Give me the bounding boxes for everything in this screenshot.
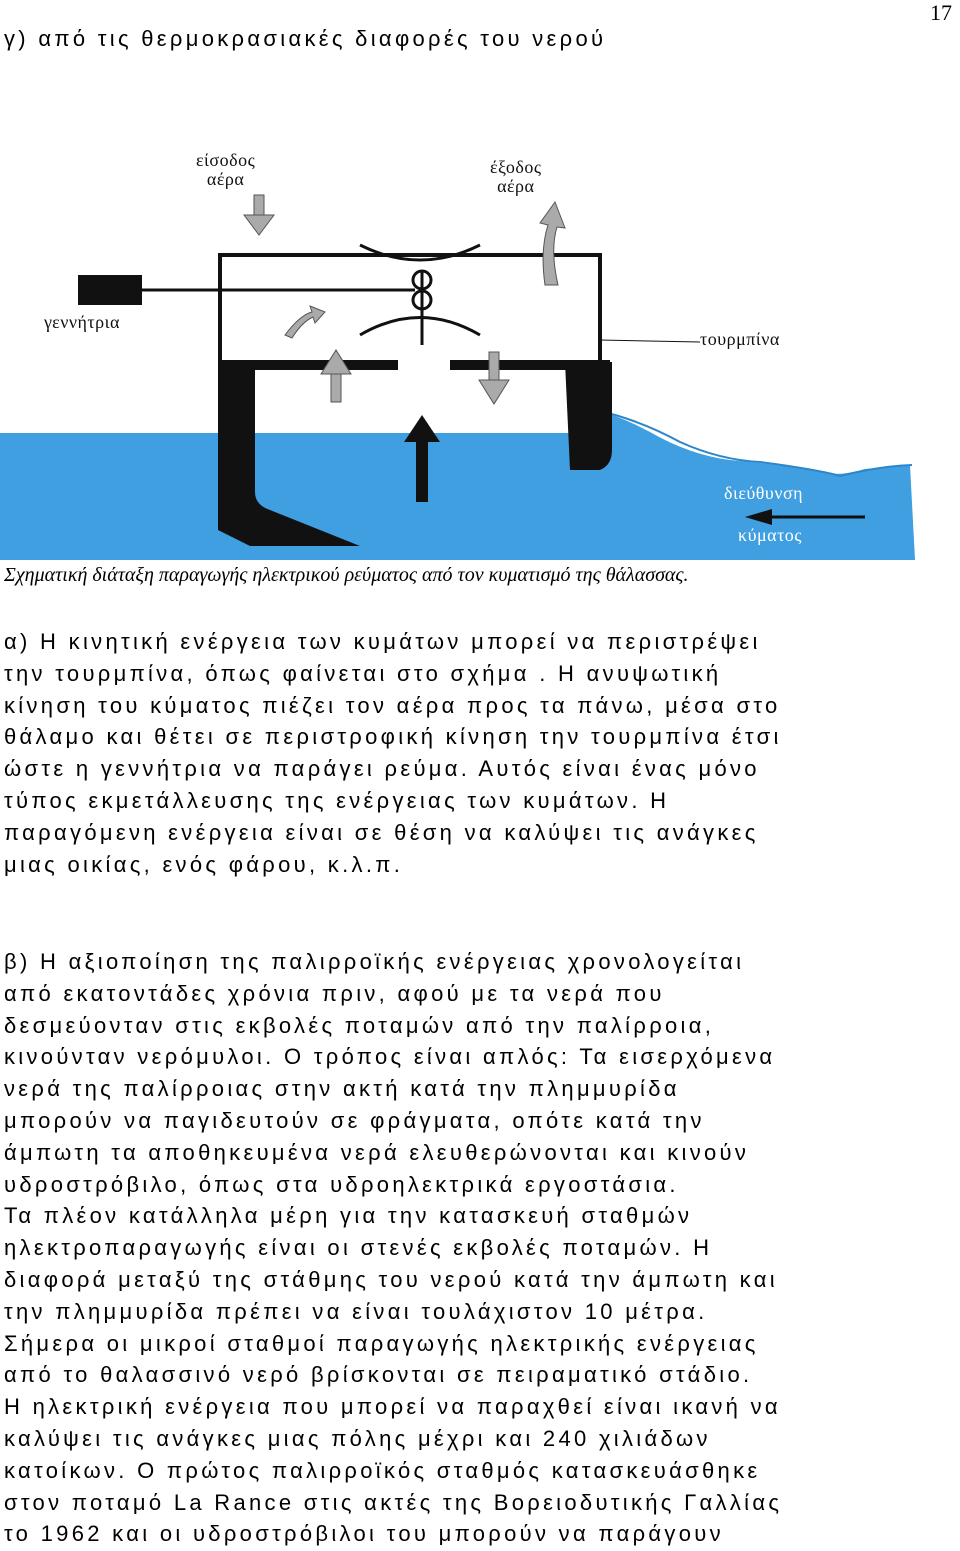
paragraph-a-line: θάλαμο και θέτει σε περιστροφική κίνηση την τουρμπίνα έτσι <box>4 724 782 750</box>
paragraph-b-line: από το θαλασσινό νερό βρίσκονται σε πειραματικό στάδιο. <box>4 1362 753 1388</box>
nozzle-top <box>360 245 480 260</box>
air-in-arrow-head <box>244 215 274 235</box>
paragraph-a-line: κίνηση του κύματος πιέζει τον αέρα προς τα πάνω, μέσα στο <box>4 692 781 718</box>
label-wave-direction-2: κύματος <box>738 525 802 545</box>
paragraph-b-line: μπορούν να παγιδευτούν σε φράγματα, οπότε κατά την <box>4 1107 705 1133</box>
label-air-in-line1: είσοδος <box>196 150 256 170</box>
paragraph-b-line: νερά της παλίρροιας στην ακτή κατά την πλημμυρίδα <box>4 1076 680 1102</box>
paragraph-b-line: β) Η αξιοποίηση της παλιρροϊκής ενέργειας χρονολογείται <box>4 949 745 974</box>
paragraph-a-line: τύπος εκμετάλλευσης της ενέργειας των κυμάτων. Η <box>4 787 670 813</box>
paragraph-b-line: κινούνταν νερόμυλοι. Ο τρόπος είναι απλός: Τα εισερχόμενα <box>4 1044 776 1070</box>
diagram-drawing <box>0 120 960 560</box>
air-out-arrow <box>540 202 565 285</box>
paragraph-b-line: την πλημμυρίδα πρέπει να είναι τουλάχιστον 10 μέτρα. <box>4 1298 708 1324</box>
duct-floor <box>218 360 398 370</box>
label-air-out-line1: έξοδος <box>490 157 542 177</box>
water-push-arrow-shaft <box>416 440 428 502</box>
section-heading: γ) από τις θερμοκρασιακές διαφορές του νερού <box>4 26 607 51</box>
paragraph-b-line: Τα πλέον κατάλληλα μέρη για την κατασκευή σταθμών <box>4 1203 693 1229</box>
air-up-arrow-shaft <box>331 372 341 402</box>
nozzle-bottom <box>360 318 480 336</box>
paragraph-b-line: από εκατοντάδες χρόνια πριν, αφού με τα νερά που <box>4 980 665 1006</box>
paragraph-a-line: α) Η κινητική ενέργεια των κυμάτων μπορεί να περιστρέψει <box>4 629 761 654</box>
swirl-arrow <box>285 306 325 338</box>
paragraph-a-line: μιας οικίας, ενός φάρου, κ.λ.π. <box>4 851 404 877</box>
label-turbine: τουρμπίνα <box>700 329 780 349</box>
label-generator: γεννήτρια <box>44 312 120 332</box>
paragraph-a <box>4 626 954 880</box>
paragraph-a-line: ώστε η γεννήτρια να παράγει ρεύμα. Αυτός είναι ένας μόνο <box>4 756 760 782</box>
label-air-out-line2: αέρα <box>497 176 535 196</box>
paragraph-b-line: καλύψει τις ανάγκες μιας πόλης μέχρι και 240 χιλιάδων <box>4 1425 711 1451</box>
generator-box <box>78 275 142 305</box>
turbine-leader <box>600 340 700 342</box>
paragraph-b-line: ηλεκτροπαραγωγής είναι οι στενές εκβολές ποταμών. Η <box>4 1235 713 1261</box>
label-air-out <box>490 158 542 196</box>
paragraph-b-line: υδροστρόβιλο, όπως στα υδροηλεκτρικά εργοστάσια. <box>4 1171 679 1197</box>
duct-floor-right <box>450 360 610 370</box>
paragraph-a-line: την τουρμπίνα, όπως φαίνεται στο σχήμα . Η ανυψωτική <box>4 660 722 686</box>
air-down-arrow-shaft <box>489 352 499 382</box>
air-in-arrow-shaft <box>254 195 264 217</box>
paragraph-b-line: διαφορά μεταξύ της στάθμης του νερού κατά την άμπωτη και <box>4 1266 778 1292</box>
paragraph-b-line: το 1962 και οι υδροστρόβιλοι του μπορούν να παράγουν <box>4 1521 724 1547</box>
label-air-in <box>196 151 255 189</box>
label-air-in-line2: αέρα <box>206 169 245 189</box>
paragraph-b-line: άμπωτη τα αποθηκευμένα νερά ελευθερώνονται και κινούν <box>4 1139 750 1165</box>
paragraph-b-line: κατοίκων. Ο πρώτος παλιρροϊκός σταθμός κατασκευάσθηκε <box>4 1457 761 1483</box>
label-wave-direction-1: διεύθυνση <box>724 483 804 503</box>
chamber-top-outline <box>220 255 600 440</box>
chamber-right-wall <box>565 362 612 470</box>
wave-energy-diagram <box>0 120 960 560</box>
paragraph-b-line: δεσμεύονταν στις εκβολές ποταμών από την παλίρροια, <box>4 1012 715 1038</box>
air-down-arrow-head <box>479 380 509 404</box>
paragraph-b <box>4 946 954 1550</box>
paragraph-b-line: στον ποταμό La Rance στις ακτές της Βορειοδυτικής Γαλλίας <box>4 1489 783 1515</box>
paragraph-b-line: Η ηλεκτρική ενέργεια που μπορεί να παραχθεί είναι ικανή να <box>4 1394 781 1420</box>
figure-caption: Σχηματική διάταξη παραγωγής ηλεκτρικού ρεύματος από τον κυματισμό της θάλασσας. <box>4 564 689 586</box>
paragraph-a-line: παραγόμενη ενέργεια είναι σε θέση να καλύψει τις ανάγκες <box>4 819 759 845</box>
page-number: 17 <box>930 0 952 25</box>
water-push-arrow-head <box>404 415 440 442</box>
paragraph-b-line: Σήμερα οι μικροί σταθμοί παραγωγής ηλεκτρικής ενέργειας <box>4 1330 759 1356</box>
